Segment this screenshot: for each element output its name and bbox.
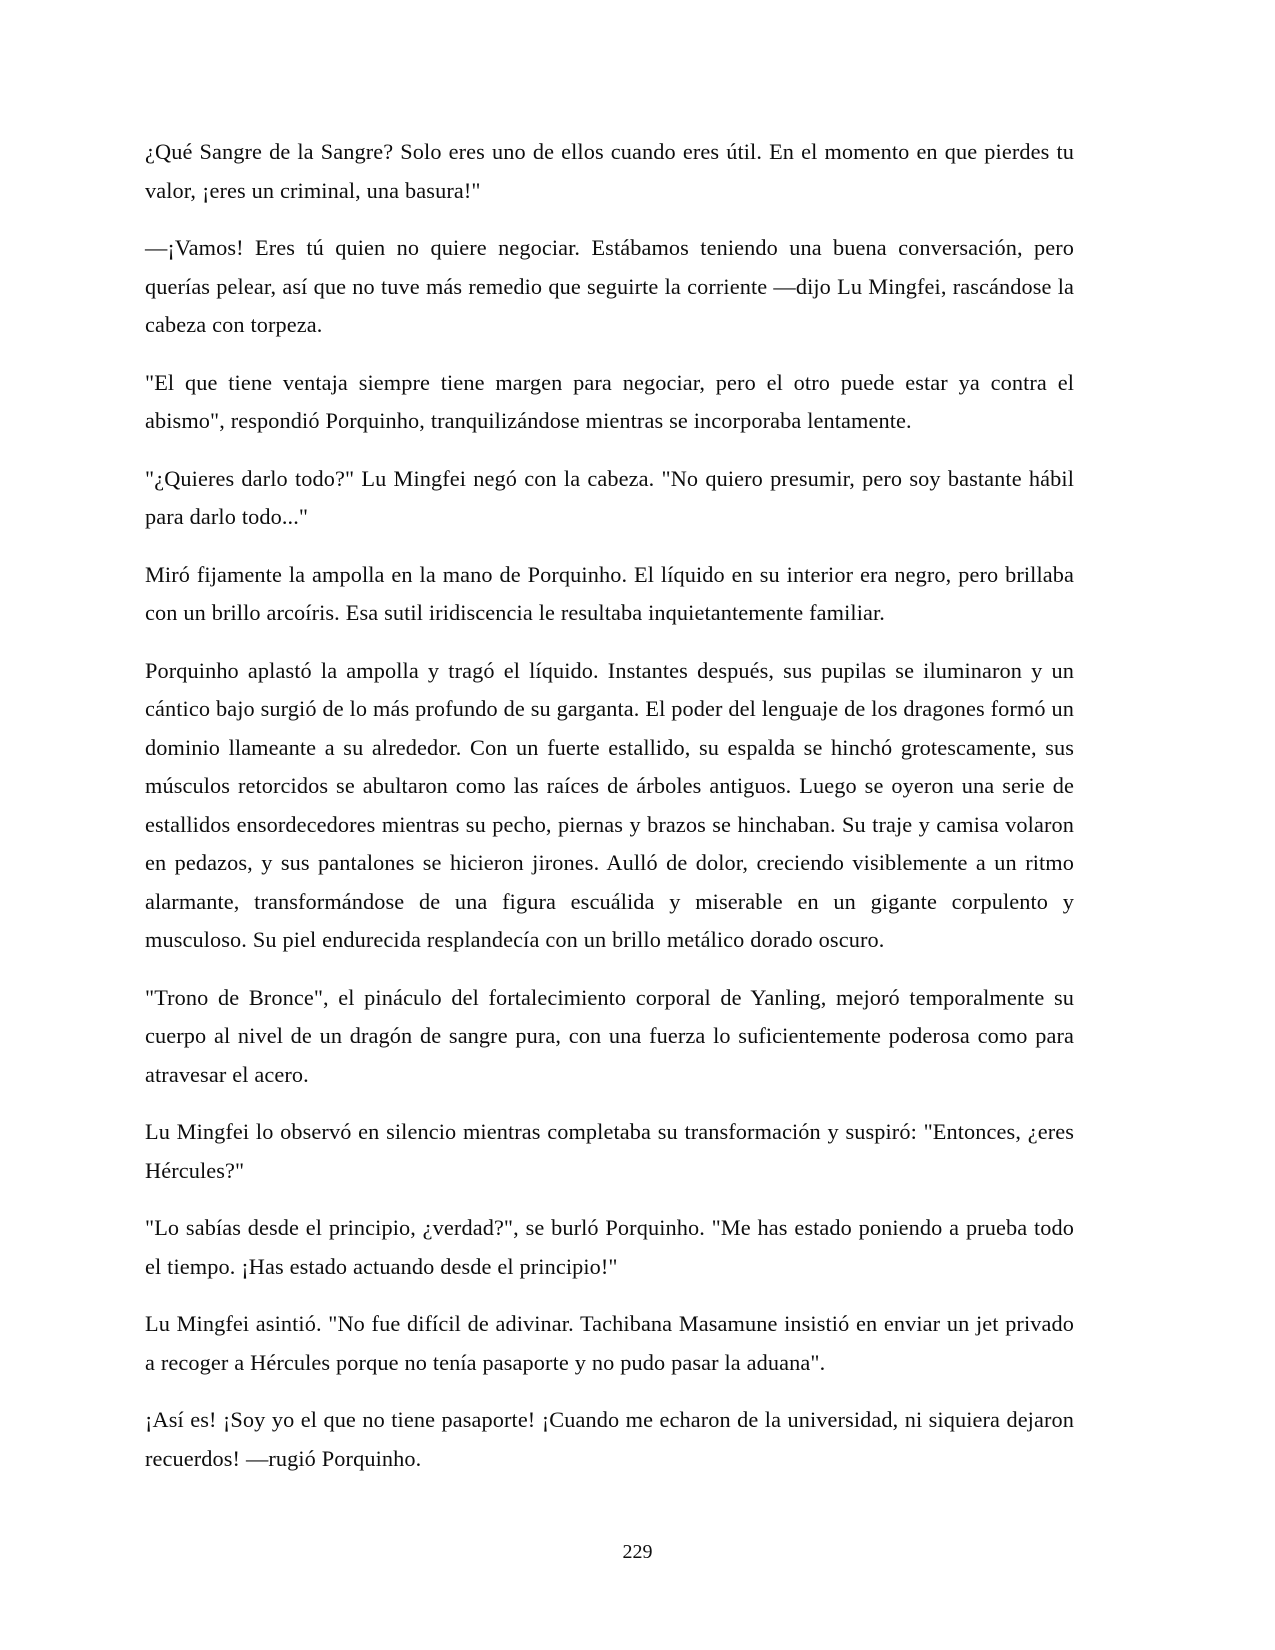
paragraph: ¿Qué Sangre de la Sangre? Solo eres uno de ellos cuando eres útil. En el momento en que pierdes tu valor, ¡eres un criminal, una basura!" bbox=[145, 139, 1074, 203]
page-text-body bbox=[145, 133, 1074, 1478]
paragraph: "Lo sabías desde el principio, ¿verdad?", se burló Porquinho. "Me has estado poniendo a prueba todo el tiempo. ¡Has estado actuando desde el principio!" bbox=[145, 1215, 1074, 1279]
paragraph: Lu Mingfei asintió. "No fue difícil de adivinar. Tachibana Masamune insistió en enviar un jet privado a recoger a Hércules porque no tenía pasaporte y no pudo pasar la aduana". bbox=[145, 1311, 1074, 1375]
paragraph: Lu Mingfei lo observó en silencio mientras completaba su transformación y suspiró: "Entonces, ¿eres Hércules?" bbox=[145, 1119, 1074, 1183]
paragraph: Miró fijamente la ampolla en la mano de Porquinho. El líquido en su interior era negro, pero brillaba con un brillo arcoíris. Esa sutil iridiscencia le resultaba inquietantemente familiar. bbox=[145, 561, 1074, 625]
paragraph: Porquinho aplastó la ampolla y tragó el líquido. Instantes después, sus pupilas se iluminaron y un cántico bajo surgió de lo más profundo de su garganta. El poder del lenguaje de los dragones formó un dominio llameante a su alrededor. Con un fuerte estallido, su espalda se hinchó grotescamente, sus músculos retorcidos se abultaron como las raíces de árboles antiguos. Luego se oyeron una serie de estallidos ensordecedores mientras su pecho, piernas y brazos se hinchaban. Su traje y camisa volaron en pedazos, y sus pantalones se hicieron jirones. Aulló de dolor, creciendo visiblemente a un ritmo alarmante, transformándose de una figura escuálida y miserable en un gigante corpulento y musculoso. Su piel endurecida resplandecía con un brillo metálico dorado oscuro. bbox=[145, 657, 1074, 952]
paragraph: "¿Quieres darlo todo?" Lu Mingfei negó con la cabeza. "No quiero presumir, pero soy bastante hábil para darlo todo..." bbox=[145, 465, 1074, 529]
paragraph: —¡Vamos! Eres tú quien no quiere negociar. Estábamos teniendo una buena conversación, pero querías pelear, así que no tuve más remedio que seguirte la corriente —dijo Lu Mingfei, rascándose la cabeza con torpeza. bbox=[145, 235, 1074, 337]
paragraph: "Trono de Bronce", el pináculo del fortalecimiento corporal de Yanling, mejoró temporalmente su cuerpo al nivel de un dragón de sangre pura, con una fuerza lo suficientemente poderosa como para atravesar el acero. bbox=[145, 984, 1074, 1087]
paragraph: ¡Así es! ¡Soy yo el que no tiene pasaporte! ¡Cuando me echaron de la universidad, ni siquiera dejaron recuerdos! —rugió Porquinho. bbox=[145, 1407, 1074, 1471]
page-number: 229 bbox=[622, 1541, 653, 1563]
paragraph: "El que tiene ventaja siempre tiene margen para negociar, pero el otro puede estar ya contra el abismo", respondió Porquinho, tranquilizándose mientras se incorporaba lentamente. bbox=[145, 369, 1074, 433]
